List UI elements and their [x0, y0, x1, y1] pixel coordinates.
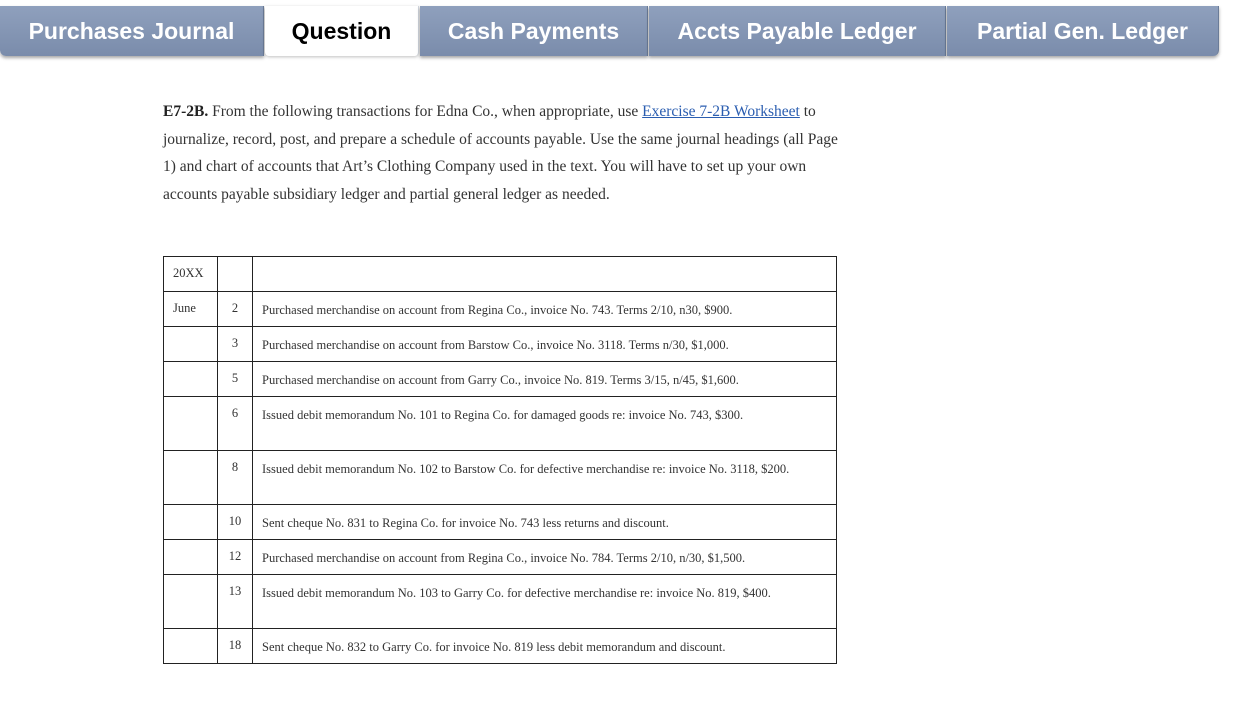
day-cell: 2: [218, 292, 253, 327]
description-cell: Purchased merchandise on account from Regina Co., invoice No. 784. Terms 2/10, n/30, $1,500.: [253, 540, 837, 575]
description-cell: Purchased merchandise on account from Barstow Co., invoice No. 3118. Terms n/30, $1,000.: [253, 327, 837, 362]
day-cell: 3: [218, 327, 253, 362]
tab-cash-payments[interactable]: Cash Payments: [420, 6, 648, 56]
question-text: [163, 98, 843, 208]
description-cell: Issued debit memorandum No. 102 to Barstow Co. for defective merchandise re: invoice No. 3118, $200.: [253, 451, 837, 505]
month-cell: [164, 540, 218, 575]
year-cell: 20XX: [164, 257, 218, 292]
day-cell: 6: [218, 397, 253, 451]
day-header-cell: [218, 257, 253, 292]
table-row: [164, 629, 837, 664]
day-cell: 8: [218, 451, 253, 505]
table-row: [164, 327, 837, 362]
day-cell: 10: [218, 505, 253, 540]
description-header-cell: [253, 257, 837, 292]
question-text-after-link: to journalize, record, post, and prepare a schedule of accounts payable. Use the same journal headings (all Page 1) and chart of accounts that Art’s Clothing Company used in the text. You will have to set up your own accounts payable subsidiary ledger and partial general ledger as needed.: [163, 103, 838, 203]
table-row: [164, 397, 837, 451]
exercise-id: E7-2B.: [163, 103, 209, 120]
tab-partial-gen-ledger[interactable]: Partial Gen. Ledger: [947, 6, 1219, 56]
description-cell: Sent cheque No. 831 to Regina Co. for invoice No. 743 less returns and discount.: [253, 505, 837, 540]
month-cell: [164, 451, 218, 505]
description-cell: Purchased merchandise on account from Regina Co., invoice No. 743. Terms 2/10, n30, $900.: [253, 292, 837, 327]
description-cell: Sent cheque No. 832 to Garry Co. for invoice No. 819 less debit memorandum and discount.: [253, 629, 837, 664]
question-text-before-link: From the following transactions for Edna Co., when appropriate, use: [208, 103, 643, 120]
month-cell: [164, 505, 218, 540]
day-cell: 18: [218, 629, 253, 664]
table-row: [164, 451, 837, 505]
month-cell: [164, 327, 218, 362]
tab-question[interactable]: Question: [265, 6, 419, 56]
month-cell: [164, 362, 218, 397]
exercise-worksheet-link[interactable]: Exercise 7-2B Worksheet: [642, 103, 800, 120]
description-cell: Issued debit memorandum No. 103 to Garry Co. for defective merchandise re: invoice No. 819, $400.: [253, 575, 837, 629]
month-cell: [164, 397, 218, 451]
table-row: [164, 575, 837, 629]
table-row: [164, 292, 837, 327]
description-cell: Purchased merchandise on account from Garry Co., invoice No. 819. Terms 3/15, n/45, $1,600.: [253, 362, 837, 397]
table-row: [164, 505, 837, 540]
table-row: [164, 362, 837, 397]
table-row: [164, 540, 837, 575]
description-cell: Issued debit memorandum No. 101 to Regina Co. for damaged goods re: invoice No. 743, $300.: [253, 397, 837, 451]
month-cell: June: [164, 292, 218, 327]
day-cell: 12: [218, 540, 253, 575]
month-cell: [164, 629, 218, 664]
tab-bar: [0, 0, 1249, 58]
tab-purchases-journal[interactable]: Purchases Journal: [0, 6, 264, 56]
day-cell: 5: [218, 362, 253, 397]
day-cell: 13: [218, 575, 253, 629]
tab-accts-payable-ledger[interactable]: Accts Payable Ledger: [649, 6, 946, 56]
question-content: [163, 98, 843, 654]
table-header-row: [164, 257, 837, 292]
month-cell: [164, 575, 218, 629]
transactions-table: [163, 256, 837, 664]
